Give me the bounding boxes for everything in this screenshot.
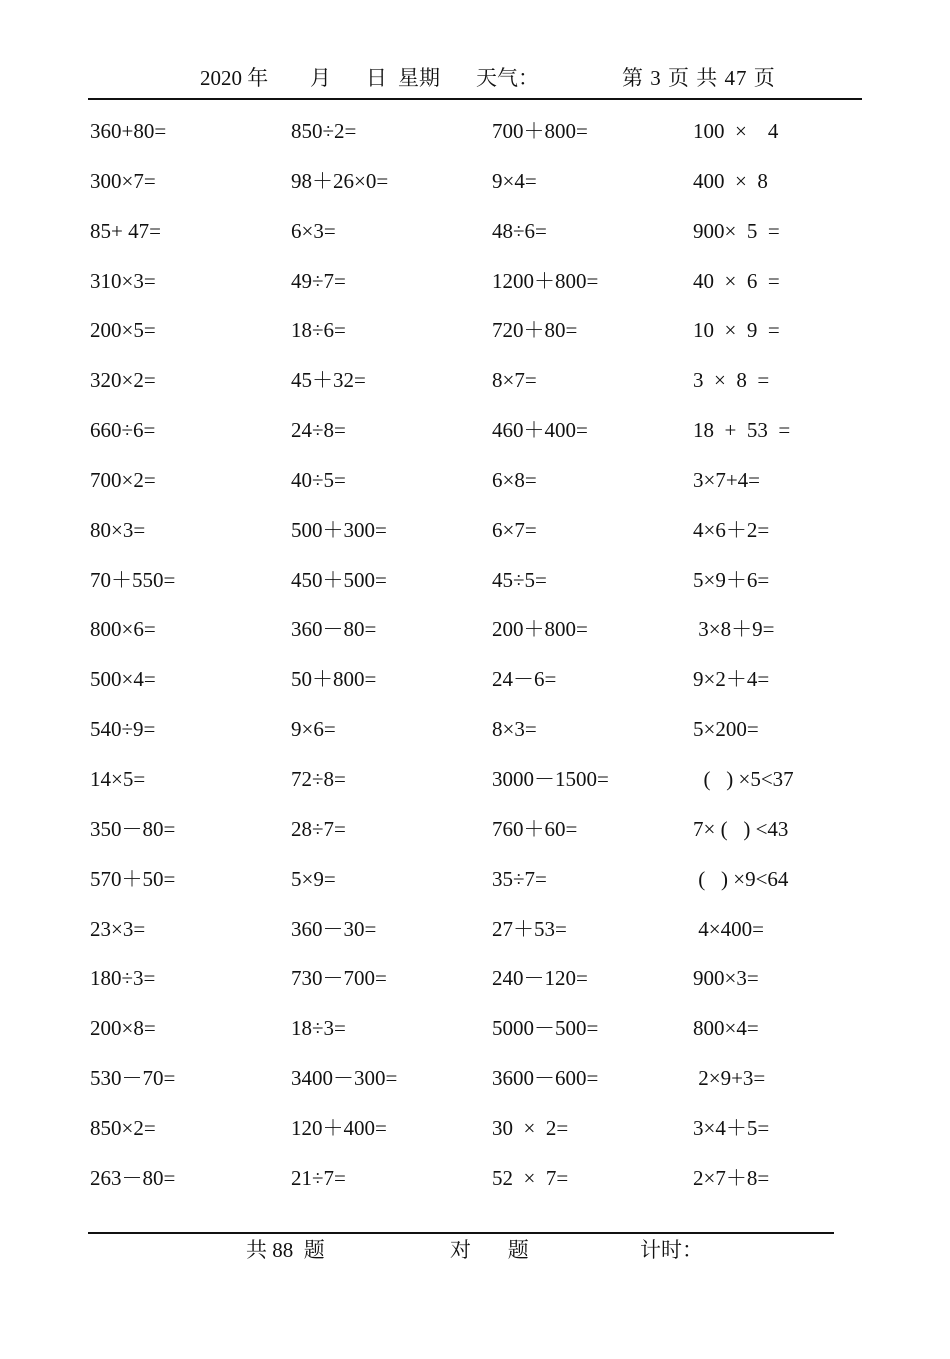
problem-item: 760＋60= bbox=[492, 816, 578, 841]
problem-item: 500×4= bbox=[90, 667, 156, 692]
problem-item: 3×7+4= bbox=[693, 467, 761, 492]
problem-item: 8×7= bbox=[492, 368, 537, 393]
problem-item: 850×2= bbox=[90, 1115, 156, 1140]
problem-item: 3 × 8 = bbox=[693, 368, 770, 393]
problem-item: 18 + 53 = bbox=[693, 418, 791, 443]
problem-row bbox=[90, 166, 870, 216]
problem-item: 263－80= bbox=[90, 1165, 176, 1190]
problem-item: 30 × 2= bbox=[492, 1115, 569, 1140]
problem-row bbox=[90, 116, 870, 166]
problem-item: 5×9＋6= bbox=[693, 567, 770, 592]
header-year: 2020 年 bbox=[200, 66, 269, 90]
problem-item: 35÷7= bbox=[492, 866, 547, 891]
problem-item: 570＋50= bbox=[90, 866, 176, 891]
problem-row bbox=[90, 864, 870, 914]
problem-item: 100 × 4 bbox=[693, 119, 779, 143]
problem-item: 23×3= bbox=[90, 916, 146, 941]
problem-row bbox=[90, 714, 870, 764]
problem-item: 900×3= bbox=[693, 966, 759, 991]
problem-row bbox=[90, 963, 870, 1013]
problem-item: 360+80= bbox=[90, 119, 167, 143]
problem-row bbox=[90, 1113, 870, 1163]
header-weekday: 星期 bbox=[398, 66, 440, 90]
problem-item: 9×2＋4= bbox=[693, 667, 770, 692]
problem-item: 120＋400= bbox=[291, 1115, 387, 1140]
problem-item: 800×4= bbox=[693, 1016, 759, 1041]
problem-item: 3×8＋9= bbox=[693, 617, 775, 642]
problem-row bbox=[90, 764, 870, 814]
problem-item: 300×7= bbox=[90, 168, 156, 193]
problem-item: 2×9+3= bbox=[693, 1066, 766, 1091]
problem-item: 660÷6= bbox=[90, 418, 156, 443]
problem-item: 6×8= bbox=[492, 467, 537, 492]
problem-row bbox=[90, 415, 870, 465]
header bbox=[0, 62, 950, 94]
problem-item: 310×3= bbox=[90, 268, 156, 293]
problem-item: 460＋400= bbox=[492, 418, 588, 443]
problem-item: 45÷5= bbox=[492, 567, 547, 592]
problem-item: 10 × 9 = bbox=[693, 318, 780, 343]
problem-row bbox=[90, 315, 870, 365]
problem-item: 5000－500= bbox=[492, 1016, 599, 1041]
problem-row bbox=[90, 814, 870, 864]
problem-item: 700×2= bbox=[90, 467, 156, 492]
problem-item: 49÷7= bbox=[291, 268, 346, 293]
problem-item: 360－30= bbox=[291, 916, 377, 941]
problem-row bbox=[90, 1063, 870, 1113]
problem-item: 3000－1500= bbox=[492, 766, 609, 791]
problem-item: 28÷7= bbox=[291, 816, 346, 841]
problem-item: 730－700= bbox=[291, 966, 387, 991]
problem-item: 7× ( ) <43 bbox=[693, 816, 789, 841]
problem-item: 720＋80= bbox=[492, 318, 578, 343]
problem-row bbox=[90, 515, 870, 565]
problem-item: 27＋53= bbox=[492, 916, 567, 941]
problem-item: 200×5= bbox=[90, 318, 156, 343]
problem-item: 4×400= bbox=[693, 916, 764, 941]
problem-item: 900× 5 = bbox=[693, 218, 780, 243]
problem-item: 24－6= bbox=[492, 667, 557, 692]
problem-item: ( ) ×5<37 bbox=[693, 766, 794, 791]
problem-row bbox=[90, 1163, 870, 1213]
problem-item: 4×6＋2= bbox=[693, 517, 770, 542]
problem-item: 350－80= bbox=[90, 816, 176, 841]
problem-item: 320×2= bbox=[90, 368, 156, 393]
problem-item: 700＋800= bbox=[492, 119, 588, 143]
problem-item: 52 × 7= bbox=[492, 1165, 569, 1190]
footer bbox=[0, 1234, 950, 1264]
problem-item: 14×5= bbox=[90, 766, 146, 791]
problem-row bbox=[90, 614, 870, 664]
problem-row bbox=[90, 565, 870, 615]
problem-item: 24÷8= bbox=[291, 418, 346, 443]
problem-item: 3600－600= bbox=[492, 1066, 599, 1091]
problem-item: 40 × 6 = bbox=[693, 268, 780, 293]
header-page-number: 第 3 页 共 47 页 bbox=[622, 66, 776, 90]
problem-item: 360－80= bbox=[291, 617, 377, 642]
header-month: 月 bbox=[310, 66, 331, 90]
problem-item: 540÷9= bbox=[90, 717, 156, 742]
problem-item: 21÷7= bbox=[291, 1165, 346, 1190]
problem-row bbox=[90, 266, 870, 316]
problem-item: 1200＋800= bbox=[492, 268, 599, 293]
footer-total-count: 共 88 题 bbox=[246, 1238, 325, 1262]
header-divider bbox=[88, 98, 862, 100]
problem-item: 45＋32= bbox=[291, 368, 366, 393]
problem-grid bbox=[90, 116, 870, 1213]
problem-item: 240－120= bbox=[492, 966, 588, 991]
problem-row bbox=[90, 914, 870, 964]
problem-item: 9×4= bbox=[492, 168, 537, 193]
problem-item: 5×200= bbox=[693, 717, 759, 742]
problem-item: 18÷6= bbox=[291, 318, 346, 343]
problem-item: 70＋550= bbox=[90, 567, 176, 592]
problem-row bbox=[90, 365, 870, 415]
problem-item: 2×7＋8= bbox=[693, 1165, 770, 1190]
problem-item: 530－70= bbox=[90, 1066, 176, 1091]
problem-item: 50＋800= bbox=[291, 667, 377, 692]
problem-row bbox=[90, 664, 870, 714]
problem-item: ( ) ×9<64 bbox=[693, 866, 789, 891]
problem-item: 450＋500= bbox=[291, 567, 387, 592]
problem-item: 85+ 47= bbox=[90, 218, 161, 243]
problem-item: 500＋300= bbox=[291, 517, 387, 542]
problem-item: 40÷5= bbox=[291, 467, 346, 492]
problem-item: 18÷3= bbox=[291, 1016, 346, 1041]
problem-item: 6×3= bbox=[291, 218, 336, 243]
problem-row bbox=[90, 216, 870, 266]
problem-item: 200＋800= bbox=[492, 617, 588, 642]
problem-item: 180÷3= bbox=[90, 966, 156, 991]
problem-item: 850÷2= bbox=[291, 119, 357, 143]
problem-row bbox=[90, 1013, 870, 1063]
footer-timer: 计时： bbox=[640, 1238, 703, 1262]
footer-correct-count: 对 题 bbox=[450, 1238, 529, 1262]
problem-item: 3×4＋5= bbox=[693, 1115, 770, 1140]
header-weather: 天气： bbox=[476, 66, 539, 90]
problem-item: 8×3= bbox=[492, 717, 537, 742]
problem-row bbox=[90, 465, 870, 515]
problem-item: 48÷6= bbox=[492, 218, 547, 243]
problem-item: 3400－300= bbox=[291, 1066, 398, 1091]
problem-item: 72÷8= bbox=[291, 766, 346, 791]
problem-item: 400 × 8 bbox=[693, 168, 768, 193]
problem-item: 80×3= bbox=[90, 517, 146, 542]
problem-item: 5×9= bbox=[291, 866, 336, 891]
header-day: 日 bbox=[366, 66, 387, 90]
problem-item: 98＋26×0= bbox=[291, 168, 389, 193]
problem-item: 9×6= bbox=[291, 717, 336, 742]
problem-item: 200×8= bbox=[90, 1016, 156, 1041]
problem-item: 6×7= bbox=[492, 517, 537, 542]
problem-item: 800×6= bbox=[90, 617, 156, 642]
